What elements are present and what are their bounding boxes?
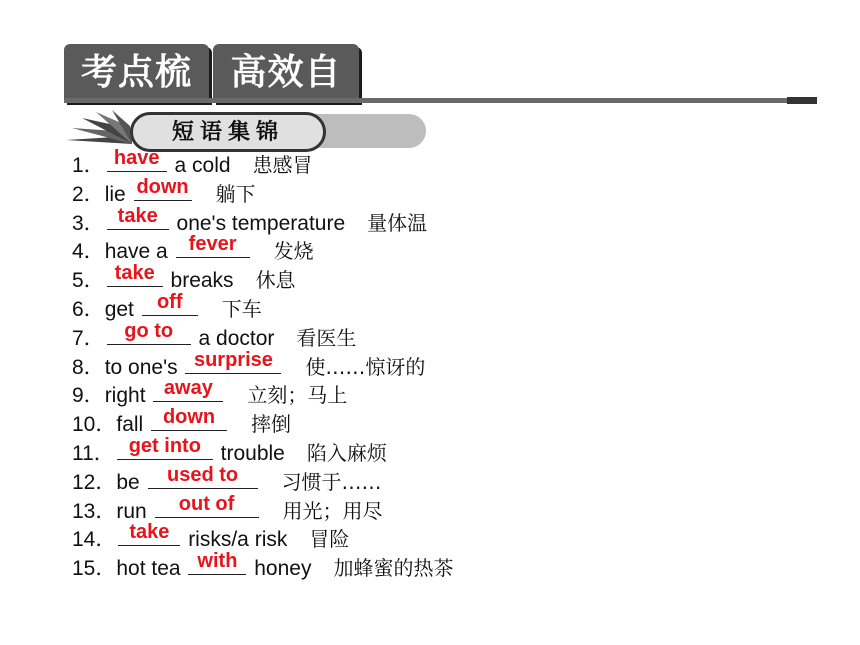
phrase-suffix: trouble: [214, 441, 285, 465]
phrase-item: [72, 550, 454, 582]
phrase-prefix: be: [116, 470, 146, 494]
phrase-suffix: one's temperature: [170, 211, 346, 235]
answer-text: take: [117, 204, 158, 227]
chinese-meaning: 休息: [255, 268, 296, 293]
answer-blank[interactable]: [151, 406, 227, 431]
chinese-meaning: 陷入麻烦: [306, 440, 387, 465]
phrase-suffix: a cold: [168, 154, 231, 177]
answer-text: have: [113, 147, 160, 169]
answer-text: away: [163, 377, 213, 400]
chinese-meaning: 看医生: [296, 325, 357, 350]
phrase-prefix: right: [104, 384, 152, 408]
phrase-item: [72, 175, 453, 208]
chinese-meaning: 发烧: [273, 239, 314, 264]
fan-decoration-icon: [64, 110, 134, 150]
answer-blank[interactable]: [188, 550, 246, 575]
answer-blank[interactable]: [155, 492, 259, 518]
phrase-item: [72, 492, 453, 525]
answer-text: go to: [124, 319, 174, 342]
chinese-meaning: 躺下: [215, 181, 256, 206]
phrase-suffix: honey: [248, 557, 312, 581]
phrase-item: [72, 348, 453, 381]
item-number: 14．: [72, 528, 117, 552]
answer-blank[interactable]: [153, 377, 223, 402]
item-number: 1．: [72, 154, 105, 177]
answer-text: with: [197, 550, 238, 573]
answer-text: take: [114, 262, 155, 285]
phrase-prefix: hot tea: [116, 557, 187, 581]
answer-blank[interactable]: [118, 521, 180, 546]
chinese-meaning: 摔倒: [251, 412, 292, 437]
chinese-meaning: 立刻；马上: [247, 383, 348, 408]
tab-self-test[interactable]: 高效自: [213, 44, 359, 102]
header-divider-end: [787, 97, 817, 104]
phrase-item: [72, 377, 453, 409]
item-number: 8．: [72, 355, 105, 379]
item-number: 3．: [72, 211, 105, 235]
phrase-item: [72, 233, 453, 265]
item-number: 15．: [72, 557, 117, 581]
item-number: 9．: [72, 384, 105, 408]
phrase-prefix: to one's: [104, 355, 184, 379]
item-number: 2．: [72, 182, 105, 206]
phrase-prefix: run: [116, 499, 153, 523]
phrase-suffix: a doctor: [192, 326, 275, 350]
answer-text: down: [136, 175, 189, 198]
item-number: 7．: [72, 326, 105, 350]
item-number: 12．: [72, 470, 117, 494]
item-number: 10．: [72, 413, 117, 437]
phrase-item: [72, 319, 453, 352]
answer-text: surprise: [193, 348, 273, 371]
phrase-prefix: fall: [116, 413, 150, 437]
answer-blank[interactable]: [117, 434, 213, 460]
item-number: 4．: [72, 240, 105, 264]
tab-key-points[interactable]: 考点梳: [64, 44, 209, 102]
phrase-item: [72, 262, 453, 294]
phrase-item: [72, 406, 453, 438]
answer-blank[interactable]: [134, 175, 192, 201]
chinese-meaning: 下车: [221, 296, 262, 321]
answer-text: down: [162, 406, 216, 429]
answer-text: fever: [188, 233, 237, 256]
answer-text: get into: [128, 434, 201, 457]
phrase-item: [72, 147, 453, 179]
answer-text: take: [129, 521, 170, 544]
phrase-prefix: get: [104, 297, 140, 321]
phrase-item: [72, 204, 453, 237]
chinese-meaning: 加蜂蜜的热茶: [333, 556, 454, 581]
phrase-prefix: have a: [104, 240, 174, 264]
chinese-meaning: 量体温: [367, 210, 428, 235]
phrase-item: [72, 290, 453, 323]
phrase-suffix: risks/a risk: [182, 528, 288, 552]
chinese-meaning: 用光；用尽: [282, 498, 383, 523]
phrase-item: [72, 463, 453, 496]
item-number: 13．: [72, 499, 117, 523]
phrase-list: [72, 147, 454, 582]
answer-blank[interactable]: [107, 262, 163, 287]
answer-text: used to: [167, 463, 239, 486]
phrase-prefix: lie: [104, 182, 132, 206]
item-number: 11．: [72, 441, 115, 465]
answer-text: out of: [178, 492, 235, 515]
answer-blank[interactable]: [185, 348, 281, 374]
answer-blank[interactable]: [107, 319, 191, 345]
answer-blank[interactable]: [107, 204, 169, 230]
phrase-item: [72, 521, 453, 553]
answer-blank[interactable]: [142, 290, 198, 316]
chinese-meaning: 患感冒: [252, 153, 313, 177]
item-number: 6．: [72, 297, 105, 321]
answer-blank[interactable]: [176, 233, 250, 258]
answer-blank[interactable]: [107, 147, 167, 172]
answer-blank[interactable]: [148, 463, 258, 489]
answer-text: off: [156, 290, 183, 313]
chinese-meaning: 冒险: [309, 527, 350, 552]
chinese-meaning: 习惯于……: [281, 469, 382, 494]
phrase-item: [72, 434, 453, 467]
chinese-meaning: 使……惊讶的: [305, 354, 426, 379]
phrase-suffix: breaks: [164, 269, 234, 293]
item-number: 5．: [72, 269, 105, 293]
header-divider: [64, 98, 816, 103]
section-title: 短语集锦: [130, 112, 326, 152]
